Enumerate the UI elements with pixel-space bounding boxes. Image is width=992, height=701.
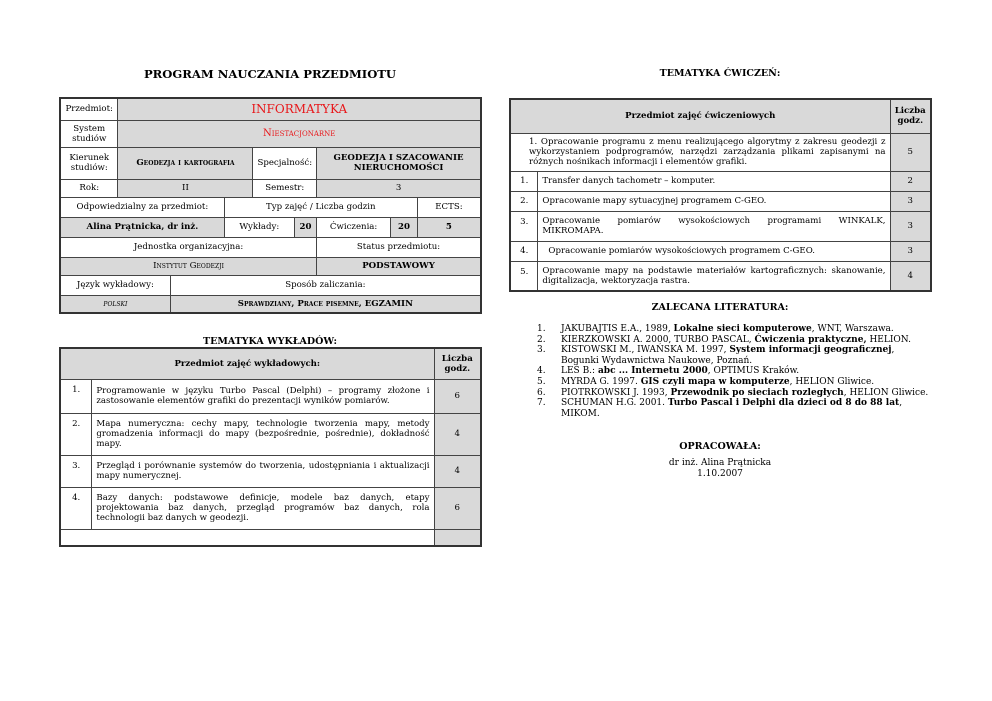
row-text-content: Opracowanie programu z menu realizującego algorytmy z zakresu geodezji z wykorzystaniem podprogramów, narzędzi zarządzania plikami zapisanymi na różnych nośnikach informacji i elementów grafiki. (529, 137, 886, 167)
literature-heading: ZALECANA LITERATURA: (651, 302, 789, 313)
row-hours: 6 (434, 487, 481, 529)
row-number: 3. (60, 455, 92, 487)
przedmiot-value: INFORMATYKA (118, 98, 481, 120)
author-heading: OPRACOWAŁA: (679, 441, 761, 452)
list-item: 5. MYRDA G. 1997. GIS czyli mapa w komputerze, HELION Gliwice. (537, 376, 875, 387)
sposob-value: Sprawdziany, Prace pisemne, EGZAMIN (170, 295, 481, 313)
rok-label: Rok: (60, 179, 118, 197)
table-row (510, 171, 931, 191)
system-value: Niestacjonarne (118, 120, 481, 147)
table-row (60, 487, 481, 529)
odpowiedzialny-label: Odpowiedzialny za przedmiot: (60, 197, 224, 217)
list-item: 7. SCHUMAN H.G. 2001. Turbo Pascal i Delphi dla dzieci od 8 do 88 lat, MIKOM. (537, 398, 903, 419)
row-hours: 2 (890, 171, 931, 191)
specjalnosc-value: GEODEZJA I SZACOWANIE NIERUCHOMOŚCI (317, 147, 481, 179)
row-number: 4. (510, 241, 538, 261)
row-number: 4. (60, 487, 92, 529)
course-info-table (59, 97, 482, 314)
row-text (510, 133, 890, 171)
jezyk-value: polski (60, 295, 170, 313)
table-row (60, 455, 481, 487)
literature-list (537, 324, 929, 419)
kierunek-label: Kierunek studiów: (60, 147, 118, 179)
lectures-heading: TEMATYKA WYKŁADÓW: (203, 336, 337, 347)
system-label: System studiów (60, 120, 118, 147)
table-row (510, 261, 931, 291)
lectures-col-subject: Przedmiot zajęć wykładowych: (60, 348, 434, 379)
lectures-table (59, 347, 482, 547)
przedmiot-label: Przedmiot: (60, 98, 118, 120)
semestr-value: 3 (317, 179, 481, 197)
kierunek-value: Geodezja i kartografia (118, 147, 253, 179)
row-hours: 4 (434, 413, 481, 455)
row-text: Przegląd i porównanie systemów do tworzenia, udostępniania i aktualizacji mapy numerycznej. (92, 455, 434, 487)
cwiczenia-label: Ćwiczenia: (317, 217, 391, 237)
row-number: 2. (60, 413, 92, 455)
table-row (510, 211, 931, 241)
row-hours: 4 (890, 261, 931, 291)
row-text: Opracowanie pomiarów wysokościowych programami WINKALK, MIKROMAPA. (538, 211, 890, 241)
row-text: Opracowanie mapy na podstawie materiałów kartograficznych: skanowanie, digitalizacja, wektoryzacja rastra. (538, 261, 890, 291)
exercises-table (509, 98, 932, 292)
row-hours: 3 (890, 241, 931, 261)
empty-row (60, 529, 481, 546)
table-row (60, 413, 481, 455)
row-text: Opracowanie pomiarów wysokościowych programem C-GEO. (538, 241, 890, 261)
author-name: dr inż. Alina Prątnicka (668, 458, 772, 468)
rok-value: II (118, 179, 253, 197)
page-title: PROGRAM NAUCZANIA PRZEDMIOTU (143, 67, 397, 81)
row-number: 1. (60, 379, 92, 413)
row-number: 1. (510, 171, 538, 191)
row-number: 1. (529, 137, 538, 147)
jednostka-value: Instytut Geodezji (60, 257, 317, 275)
specjalnosc-label: Specjalność: (253, 147, 317, 179)
row-hours: 6 (434, 379, 481, 413)
ects-value: 5 (417, 217, 481, 237)
wyklady-value: 20 (294, 217, 316, 237)
status-value: PODSTAWOWY (317, 257, 481, 275)
exercises-col-subject: Przedmiot zajęć ćwiczeniowych (510, 99, 890, 133)
list-item: 3. KISTOWSKI M., IWAŃSKA M. 1997, System informacji geograficznej, Bogunki Wydawnictwa Naukowe, Poznań. (537, 345, 895, 366)
row-number: 2. (510, 191, 538, 211)
row-hours: 5 (890, 133, 931, 171)
status-label: Status przedmiotu: (317, 237, 481, 257)
row-hours: 3 (890, 191, 931, 211)
row-text: Opracowanie mapy sytuacyjnej programem C-GEO. (538, 191, 890, 211)
semestr-label: Semestr: (253, 179, 317, 197)
ects-label: ECTS: (417, 197, 481, 217)
list-item: 1. JAKUBAJTIS E.A., 1989, Lokalne sieci komputerowe, WNT, Warszawa. (537, 324, 894, 334)
exercises-col-hours: Liczba godz. (890, 99, 931, 133)
row-text: Bazy danych: podstawowe definicje, modele baz danych, etapy projektowania baz danych, przegląd programów baz danych, rola technologii baz danych w geodezji. (92, 487, 434, 529)
wyklady-label: Wykłady: (224, 217, 294, 237)
row-text: Transfer danych tachometr – komputer. (538, 171, 890, 191)
odpowiedzialny-value: Alina Prątnicka, dr inż. (60, 217, 224, 237)
row-text: Mapa numeryczna: cechy mapy, technologie tworzenia mapy, metody gromadzenia informacji do mapy (bezpośrednie, pośrednie), dokładność mapy. (92, 413, 434, 455)
table-row (510, 133, 931, 171)
jednostka-label: Jednostka organizacyjna: (60, 237, 317, 257)
typ-zajec-label: Typ zajęć / Liczba godzin (224, 197, 417, 217)
cwiczenia-value: 20 (391, 217, 418, 237)
jezyk-label: Język wykładowy: (60, 275, 170, 295)
row-hours: 4 (434, 455, 481, 487)
exercises-heading: TEMATYKA ĆWICZEŃ: (659, 68, 781, 79)
row-number: 3. (510, 211, 538, 241)
sposob-label: Sposób zaliczania: (170, 275, 481, 295)
list-item: 6. PIOTRKOWSKI J. 1993, Przewodnik po sieciach rozległych, HELION Gliwice. (537, 387, 929, 398)
lectures-col-hours: Liczba godz. (434, 348, 481, 379)
author-date: 1.10.2007 (697, 469, 743, 479)
table-row (60, 379, 481, 413)
row-hours: 3 (890, 211, 931, 241)
row-text: Programowanie w języku Turbo Pascal (Delphi) – programy złożone i zastosowanie elementów grafiki do prezentacji wyników pomiarów. (92, 379, 434, 413)
list-item: 2. KIERZKOWSKI A. 2000, TURBO PASCAL, Ćwiczenia praktyczne, HELION. (537, 334, 911, 345)
row-number: 5. (510, 261, 538, 291)
table-row (510, 241, 931, 261)
table-row (510, 191, 931, 211)
list-item: 4. LEŚ B.: abc ... Internetu 2000, OPTIMUS Kraków. (537, 366, 800, 377)
